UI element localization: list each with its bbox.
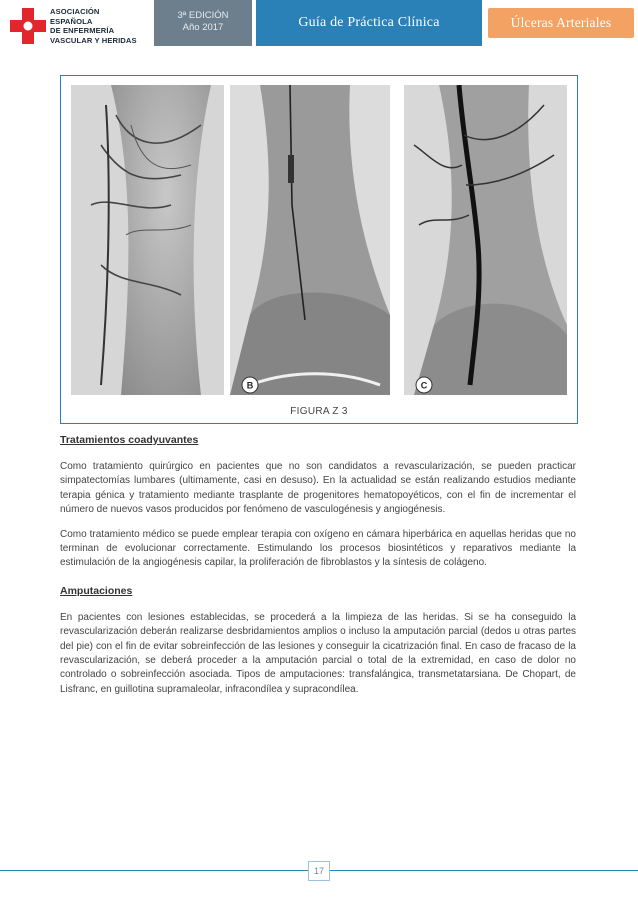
- logo-line: DE ENFERMERÍA: [50, 26, 115, 36]
- edition-badge: [154, 0, 252, 46]
- section-tab[interactable]: Úlceras Arteriales: [488, 8, 634, 38]
- logo-line: ESPAÑOLA: [50, 16, 93, 26]
- edition-year: Año 2017: [182, 22, 224, 33]
- paragraph: Como tratamiento médico se puede emplear terapia con oxígeno en cámara hiperbárica en aquellas heridas que no terminan de evolucionar correctamente. Estimulando los procesos biosintéticos y reparativos mediante la estimulación de la angiogénesis capilar, la proliferación de fibroblastos y la síntesis de colágeno.: [60, 528, 576, 569]
- logo-line: ASOCIACIÓN: [50, 7, 100, 16]
- angiography-panel-b: [230, 85, 390, 395]
- page-header: [0, 0, 638, 52]
- association-logo: [8, 6, 143, 48]
- guide-title: Guía de Práctica Clínica: [256, 0, 482, 46]
- paragraph: En pacientes con lesiones establecidas, se procederá a la limpieza de las heridas. Si se ha conseguido la revascularización deberán realizarse desbridamientos amplios o incluso la amputación parcial (dedos u otras partes del pie) con el fin de evitar sobreinfección de las lesiones y conseguir la cicatrización final. En caso de fracaso de la revascularización, se deberá proceder a la amputación parcial o total de la extremidad, en caso de dolor no controlado o sobreinfección asociada. Tipos de amputaciones: transfalángica, transmetatarsiana. De Chopart, de Lisfranc, en guillotina supramaleolar, infracondílea y supracondílea.: [60, 611, 576, 695]
- figure-caption: FIGURA Z 3: [290, 406, 348, 417]
- page-number: 17: [308, 861, 330, 881]
- figure-frame: [60, 75, 578, 424]
- edition-label: 3ª EDICIÓN: [177, 10, 229, 21]
- angiography-panel-a: [71, 85, 224, 395]
- angiography-panel-c: [404, 85, 567, 395]
- panel-c-label: C: [420, 380, 428, 391]
- section-heading: Amputaciones: [60, 584, 133, 597]
- panel-b-label: B: [246, 380, 254, 391]
- logo-line: VASCULAR Y HERIDAS: [50, 35, 137, 45]
- paragraph: Como tratamiento quirúrgico en pacientes que no son candidatos a revascularización, se pueden practicar simpatectomías lumbares (ultimamente, casi en desuso). En la actualidad se están realizando estudios mediante terapia génica y tratamiento mediante trasplante de progenitores hematopoyéticos, con el fin de incrementar el número de nuevos vasos producidos por fenómeno de vasculogénesis y angiogénesis.: [60, 461, 576, 516]
- section-heading: Tratamientos coadyuvantes: [60, 434, 199, 446]
- red-cross-icon: [8, 6, 48, 46]
- logo-text: [50, 7, 145, 45]
- main-content: [60, 434, 576, 707]
